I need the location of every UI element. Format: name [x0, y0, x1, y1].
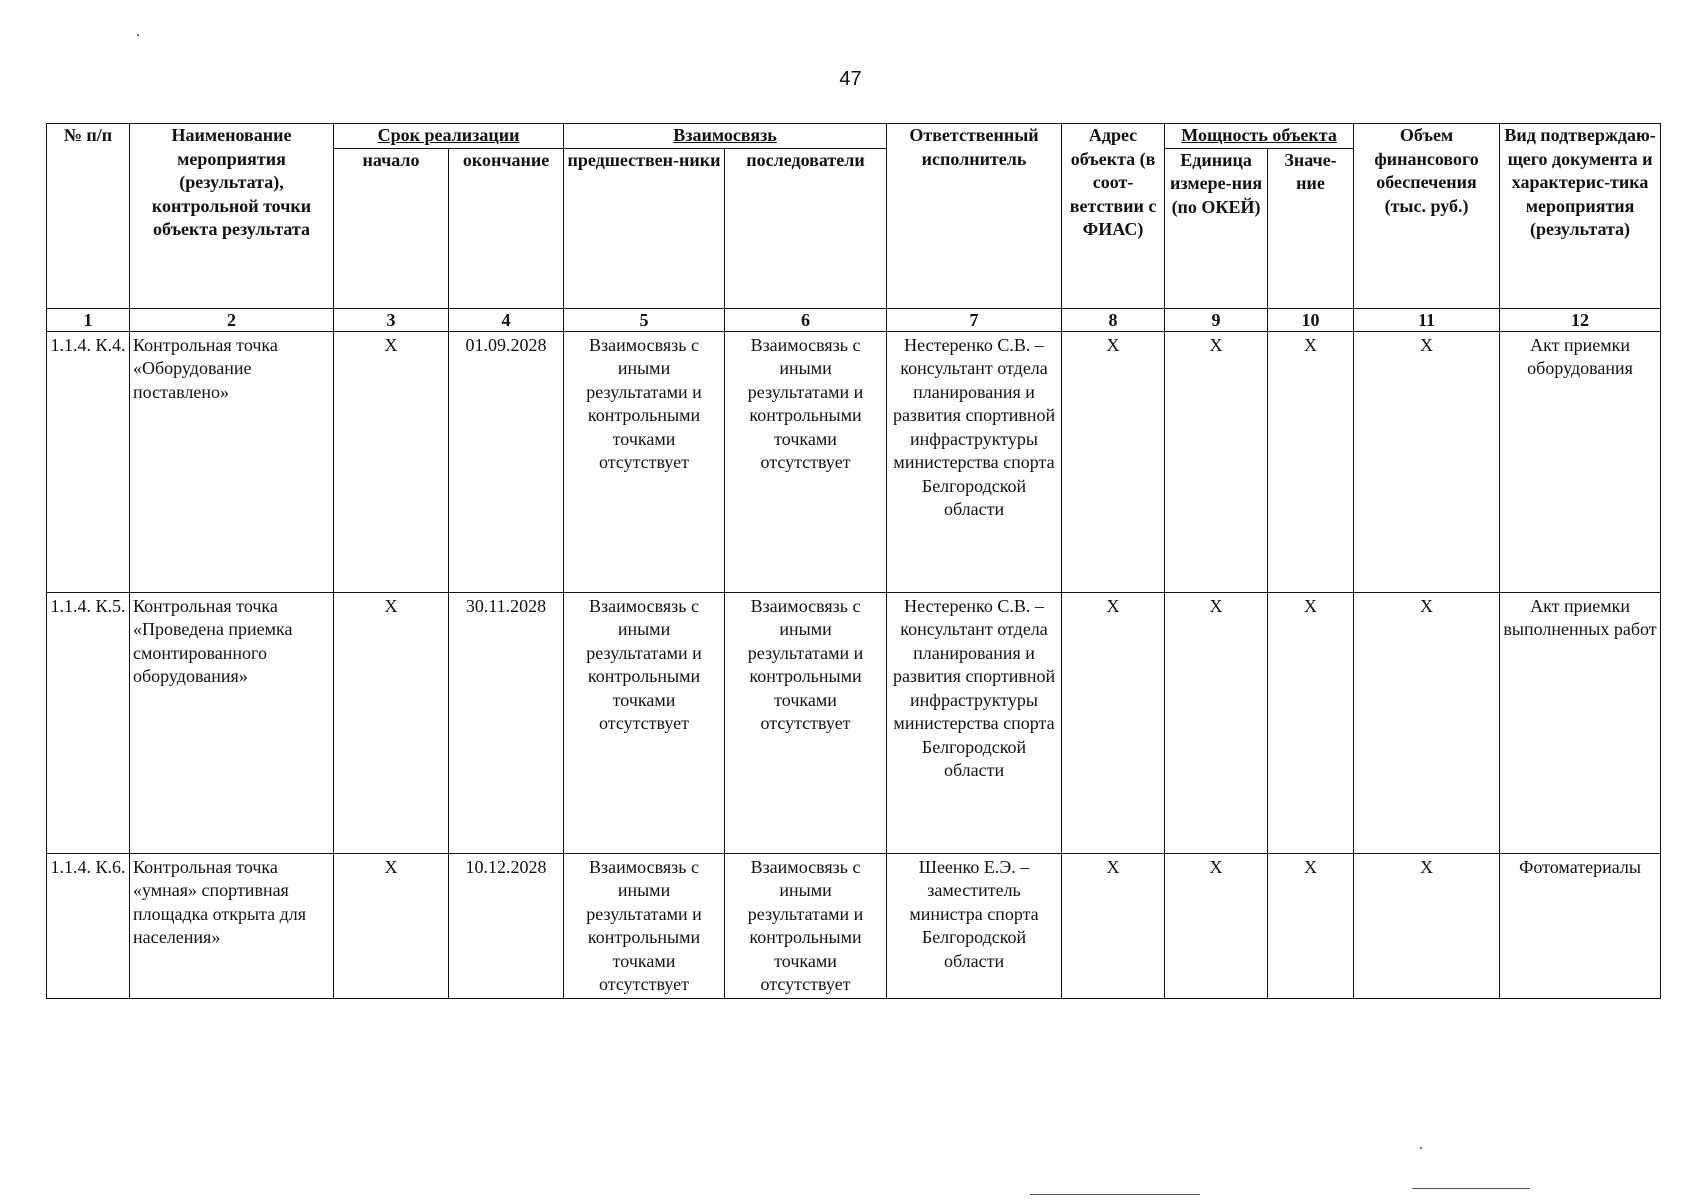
header-value: Значе-ние: [1268, 148, 1354, 308]
header-name: Наименование мероприятия (результата), контрольной точки объекта результата: [130, 124, 334, 309]
column-number: 11: [1354, 308, 1500, 331]
scan-line: [1030, 1194, 1200, 1195]
header-unit: Единица измере-ния (по ОКЕЙ): [1165, 148, 1268, 308]
scan-dot: [137, 34, 139, 36]
column-number: 6: [725, 308, 887, 331]
header-capacity-label: Мощность объекта: [1181, 125, 1337, 145]
column-number: 8: [1062, 308, 1165, 331]
cell-number: 1.1.4. К.6.: [47, 853, 130, 998]
cell-start: X: [334, 853, 449, 998]
cell-predecessors: Взаимосвязь с иными результатами и контрольными точками отсутствует: [564, 853, 725, 998]
table-row: [47, 592, 1661, 853]
scan-dot: [1420, 1147, 1422, 1149]
cell-value: X: [1268, 853, 1354, 998]
header-term: [334, 124, 564, 149]
table-row: [47, 853, 1661, 998]
cell-value: X: [1268, 331, 1354, 592]
cell-name: Контрольная точка «Оборудование поставлено»: [130, 331, 334, 592]
column-number: 4: [449, 308, 564, 331]
header-relation-label: Взаимосвязь: [673, 125, 777, 145]
header-successors: последователи: [725, 148, 887, 308]
header-term-label: Срок реализации: [377, 125, 520, 145]
cell-predecessors: Взаимосвязь с иными результатами и контрольными точками отсутствует: [564, 331, 725, 592]
cell-predecessors: Взаимосвязь с иными результатами и контрольными точками отсутствует: [564, 592, 725, 853]
cell-end: 01.09.2028: [449, 331, 564, 592]
column-number: 9: [1165, 308, 1268, 331]
column-number: 7: [887, 308, 1062, 331]
cell-name: Контрольная точка «умная» спортивная площадка открыта для населения»: [130, 853, 334, 998]
header-end: окончание: [449, 148, 564, 308]
cell-address: X: [1062, 331, 1165, 592]
checkpoints-table: [46, 123, 1661, 999]
column-number: 1: [47, 308, 130, 331]
cell-address: X: [1062, 592, 1165, 853]
cell-end: 30.11.2028: [449, 592, 564, 853]
cell-finance: X: [1354, 331, 1500, 592]
cell-value: X: [1268, 592, 1354, 853]
table-row: [47, 331, 1661, 592]
column-number: 10: [1268, 308, 1354, 331]
column-number: 5: [564, 308, 725, 331]
header-address: Адрес объекта (в соот-ветствии с ФИАС): [1062, 124, 1165, 309]
cell-start: X: [334, 592, 449, 853]
header-predecessors: предшествен-ники: [564, 148, 725, 308]
header-capacity: [1165, 124, 1354, 149]
cell-responsible: Нестеренко С.В. – консультант отдела планирования и развития спортивной инфраструктуры министерства спорта Белгородской области: [887, 592, 1062, 853]
header-number: № п/п: [47, 124, 130, 309]
cell-address: X: [1062, 853, 1165, 998]
cell-unit: X: [1165, 853, 1268, 998]
header-start: начало: [334, 148, 449, 308]
header-finance: Объем финансового обеспечения (тыс. руб.): [1354, 124, 1500, 309]
header-document: Вид подтверждаю-щего документа и характерис-тика мероприятия (результата): [1500, 124, 1661, 309]
cell-finance: X: [1354, 853, 1500, 998]
cell-document: Фотоматериалы: [1500, 853, 1661, 998]
cell-responsible: Шеенко Е.Э. – заместитель министра спорта Белгородской области: [887, 853, 1062, 998]
scan-line: [1412, 1188, 1530, 1189]
column-number: 2: [130, 308, 334, 331]
cell-successors: Взаимосвязь с иными результатами и контрольными точками отсутствует: [725, 331, 887, 592]
page-number: 47: [839, 68, 862, 90]
column-number: 3: [334, 308, 449, 331]
cell-finance: X: [1354, 592, 1500, 853]
cell-unit: X: [1165, 331, 1268, 592]
header-relation: [564, 124, 887, 149]
cell-successors: Взаимосвязь с иными результатами и контрольными точками отсутствует: [725, 592, 887, 853]
column-number: 12: [1500, 308, 1661, 331]
cell-unit: X: [1165, 592, 1268, 853]
cell-start: X: [334, 331, 449, 592]
header-responsible: Ответственный исполнитель: [887, 124, 1062, 309]
cell-successors: Взаимосвязь с иными результатами и контрольными точками отсутствует: [725, 853, 887, 998]
cell-document: Акт приемки выполненных работ: [1500, 592, 1661, 853]
cell-end: 10.12.2028: [449, 853, 564, 998]
cell-name: Контрольная точка «Проведена приемка смонтированного оборудования»: [130, 592, 334, 853]
cell-document: Акт приемки оборудования: [1500, 331, 1661, 592]
cell-number: 1.1.4. К.4.: [47, 331, 130, 592]
cell-responsible: Нестеренко С.В. – консультант отдела планирования и развития спортивной инфраструктуры министерства спорта Белгородской области: [887, 331, 1062, 592]
cell-number: 1.1.4. К.5.: [47, 592, 130, 853]
